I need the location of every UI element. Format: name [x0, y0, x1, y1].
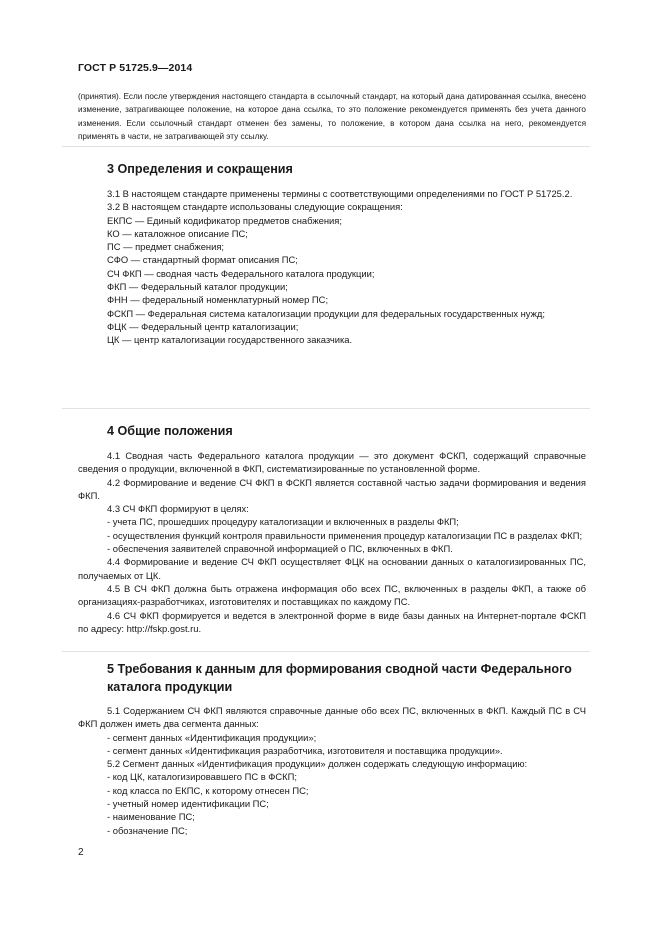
paragraph-4-1: 4.1 Сводная часть Федерального каталога продукции — это документ ФСКП, содержащий справочные сведения о продукции, включенной в ФКП, систематизированные по установленной форме.	[78, 450, 586, 475]
paragraph-4-6: 4.6 СЧ ФКП формируется и ведется в электронной форме в виде базы данных на Интернет-портале ФСКП по адресу: http://fskp.gost.ru.	[78, 609, 586, 634]
abbreviation-item: ЕКПС — Единый кодификатор предметов снабжения;	[107, 214, 342, 226]
document-header: ГОСТ Р 51725.9—2014	[78, 62, 193, 74]
paragraph-4-5: 4.5 В СЧ ФКП должна быть отражена информация обо всех ПС, включенных в разделы ФКП, а также об организациях-разработчиках, изготовителях и поставщиках по каждому ПС.	[78, 582, 586, 608]
section-5-title-line: каталога продукции	[107, 679, 233, 694]
list-item: - сегмент данных «Идентификация разработчика, изготовителя и поставщика продукции».	[107, 744, 503, 756]
section-divider	[62, 408, 590, 409]
section-3-title: 3 Определения и сокращения	[107, 162, 293, 176]
list-item: - учета ПС, прошедших процедуру каталогизации и включенных в разделы ФКП;	[107, 516, 459, 528]
list-item: - осуществления функций контроля правильности применения процедур каталогизации ПС в разделах ФКП;	[107, 529, 583, 541]
abbreviation-item: ФСКП — Федеральная система каталогизации продукции для федеральных государственных нужд;	[107, 307, 545, 319]
intro-paragraph: (принятия). Если после утверждения настоящего стандарта в ссылочный стандарт, на который дана датированная ссылка, внесено изменение, затрагивающее положение, на которое дана ссылка, то это положение рекомендуется применять без учета данного изменения. Если ссылочный стандарт отменен без замены, то положение, в котором дана ссылка на него, рекомендуется применять в части, не затрагивающей эту ссылку.	[78, 92, 586, 141]
abbreviation-item: ЦК — центр каталогизации государственного заказчика.	[107, 334, 353, 346]
paragraph-5-2: 5.2 Сегмент данных «Идентификация продукции» должен содержать следующую информацию:	[107, 758, 528, 770]
list-item: - код ЦК, каталогизировавшего ПС в ФСКП;	[107, 771, 297, 783]
page-number: 2	[78, 847, 84, 858]
section-4-body	[78, 449, 586, 635]
paragraph-3-2: 3.2 В настоящем стандарте использованы следующие сокращения:	[107, 201, 403, 213]
section-5-title-line: 5 Требования к данным для формирования сводной части Федерального	[107, 662, 572, 676]
list-item: - сегмент данных «Идентификация продукции»;	[107, 731, 317, 743]
paragraph-3-1: 3.1 В настоящем стандарте применены термины с соответствующими определениями по ГОСТ Р 51725.2.	[107, 188, 573, 199]
list-item: - учетный номер идентификации ПС;	[107, 798, 269, 810]
paragraph-4-4: 4.4 Формирование и ведение СЧ ФКП осуществляет ФЦК на основании данных о каталогизированных ПС, получаемых от ЦК.	[78, 556, 586, 581]
section-3-body	[78, 187, 586, 347]
abbreviation-item: ПС — предмет снабжения;	[107, 241, 225, 253]
section-divider	[62, 146, 590, 147]
paragraph-4-2: 4.2 Формирование и ведение СЧ ФКП в ФСКП является составной частью задачи формирования и ведения ФКП.	[78, 476, 586, 501]
abbreviation-item: ФНН — федеральный номенклатурный номер ПС;	[107, 294, 329, 306]
abbreviation-item: ФЦК — Федеральный центр каталогизации;	[107, 320, 299, 332]
paragraph-5-1: 5.1 Содержанием СЧ ФКП являются справочные данные обо всех ПС, включенных в ФКП. Каждый ПС в СЧ ФКП должен иметь два сегмента данных:	[78, 705, 586, 730]
abbreviation-item: СФО — стандартный формат описания ПС;	[107, 254, 298, 266]
list-item: - наименование ПС;	[107, 811, 195, 823]
section-divider	[62, 651, 590, 652]
paragraph-4-3: 4.3 СЧ ФКП формируют в целях:	[107, 503, 249, 515]
section-4-title: 4 Общие положения	[107, 424, 233, 438]
abbreviation-item: СЧ ФКП — сводная часть Федерального каталога продукции;	[107, 267, 375, 279]
list-item: - код класса по ЕКПС, к которому отнесен ПС;	[107, 784, 309, 796]
abbreviation-item: КО — каталожное описание ПС;	[107, 227, 248, 239]
section-5-title	[107, 661, 572, 696]
list-item: - обозначение ПС;	[107, 824, 188, 836]
abbreviation-item: ФКП — Федеральный каталог продукции;	[107, 281, 288, 293]
list-item: - обеспечения заявителей справочной информацией о ПС, включенных в ФКП.	[107, 543, 453, 555]
section-5-body	[78, 704, 586, 837]
